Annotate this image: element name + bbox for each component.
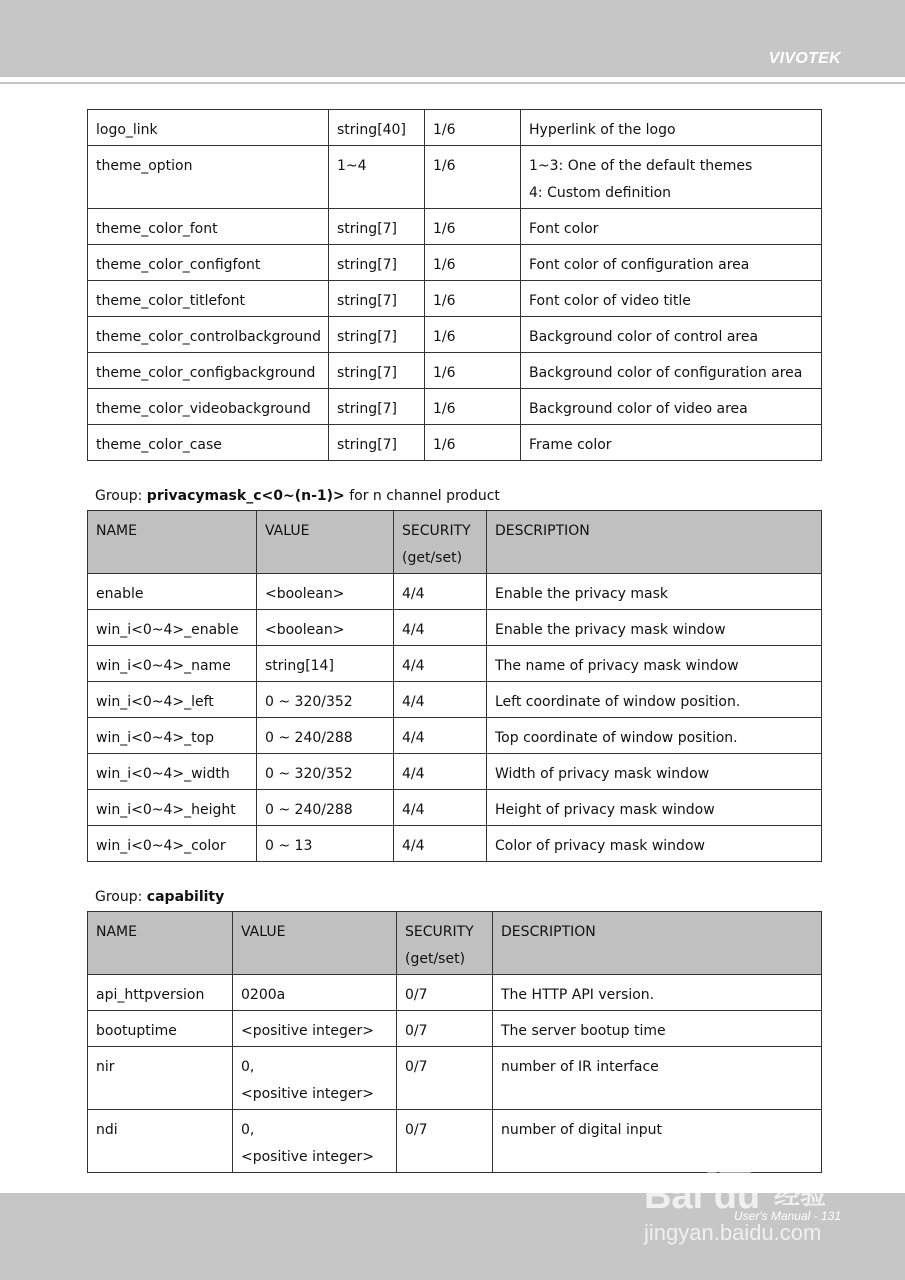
cell-text: SECURITY xyxy=(402,523,471,539)
value-cell xyxy=(233,1110,397,1173)
value-cell xyxy=(257,754,394,790)
header-cell xyxy=(397,912,493,975)
cell-text: theme_color_configbackground xyxy=(96,365,316,381)
name-cell xyxy=(88,1047,233,1110)
table-row xyxy=(88,975,822,1011)
header-cell xyxy=(394,511,487,574)
name-cell xyxy=(88,754,257,790)
description-cell xyxy=(521,146,822,209)
cell-text: 0/7 xyxy=(405,987,428,1003)
value-cell xyxy=(233,1011,397,1047)
cell-text: theme_color_titlefont xyxy=(96,293,245,309)
security-cell xyxy=(394,718,487,754)
value-cell xyxy=(257,682,394,718)
cell-text: string[14] xyxy=(265,658,334,674)
table-row xyxy=(88,317,822,353)
baidu-paw-watermark-icon xyxy=(640,1142,855,1252)
cell-text: 0, xyxy=(241,1122,255,1138)
cell-text: 4/4 xyxy=(402,694,425,710)
cell-text: theme_color_font xyxy=(96,221,218,237)
cell-text: string[7] xyxy=(337,437,398,453)
cell-text: 4/4 xyxy=(402,658,425,674)
value-cell xyxy=(233,1047,397,1110)
cell-text: Background color of video area xyxy=(529,401,748,417)
cell-text: 1/6 xyxy=(433,401,456,417)
cell-text: win_i<0~4>_enable xyxy=(96,622,239,638)
table-row xyxy=(88,1011,822,1047)
name-cell xyxy=(88,389,329,425)
watermark-url: jingyan.baidu.com xyxy=(644,1220,822,1245)
watermark-brand: Bai du xyxy=(644,1175,761,1217)
cell-text: logo_link xyxy=(96,122,158,138)
cell-text: string[7] xyxy=(337,257,398,273)
security-cell xyxy=(425,389,521,425)
capability-parameter-table xyxy=(87,911,822,1173)
cell-text: Font color of video title xyxy=(529,293,691,309)
name-cell xyxy=(88,610,257,646)
cell-text: (get/set) xyxy=(402,550,463,566)
cell-text: VALUE xyxy=(265,523,310,539)
security-cell xyxy=(397,1011,493,1047)
security-cell xyxy=(425,425,521,461)
security-cell xyxy=(394,826,487,862)
cell-text: The server bootup time xyxy=(501,1023,666,1039)
cell-text: string[7] xyxy=(337,293,398,309)
cell-text: The name of privacy mask window xyxy=(495,658,739,674)
cell-text: 4/4 xyxy=(402,802,425,818)
cell-text: win_i<0~4>_name xyxy=(96,658,231,674)
cell-text: The HTTP API version. xyxy=(501,987,655,1003)
value-cell xyxy=(257,718,394,754)
value-cell xyxy=(257,826,394,862)
cell-text: Width of privacy mask window xyxy=(495,766,710,782)
description-cell xyxy=(521,245,822,281)
table-row xyxy=(88,1047,822,1110)
name-cell xyxy=(88,1011,233,1047)
cell-text: NAME xyxy=(96,924,137,940)
page-number: User's Manual - 131 xyxy=(733,1209,841,1223)
value-cell xyxy=(329,389,425,425)
table-row xyxy=(88,610,822,646)
value-cell xyxy=(233,975,397,1011)
header-cell xyxy=(493,912,822,975)
cell-text: Height of privacy mask window xyxy=(495,802,715,818)
description-cell xyxy=(487,574,822,610)
table-row xyxy=(88,353,822,389)
security-cell xyxy=(394,610,487,646)
cell-text: SECURITY xyxy=(405,924,474,940)
cell-text: number of IR interface xyxy=(501,1059,659,1075)
group-name: capability xyxy=(146,889,225,905)
header-cell xyxy=(88,511,257,574)
name-cell xyxy=(88,317,329,353)
cell-text: 4: Custom definition xyxy=(529,185,672,201)
security-cell xyxy=(425,209,521,245)
table-row xyxy=(88,718,822,754)
cell-text: 0 ~ 240/288 xyxy=(265,802,353,818)
cell-text: 0 ~ 13 xyxy=(265,838,313,854)
value-cell xyxy=(329,245,425,281)
cell-text: 0 ~ 320/352 xyxy=(265,694,353,710)
value-cell xyxy=(329,146,425,209)
cell-text: 1/6 xyxy=(433,293,456,309)
description-cell xyxy=(487,754,822,790)
security-cell xyxy=(397,1047,493,1110)
table-row xyxy=(88,146,822,209)
cell-text: string[40] xyxy=(337,122,406,138)
cell-text: Font color xyxy=(529,221,599,237)
description-cell xyxy=(521,425,822,461)
table-row xyxy=(88,646,822,682)
security-cell xyxy=(397,1110,493,1173)
header-cell xyxy=(88,912,233,975)
security-cell xyxy=(397,975,493,1011)
cell-text: win_i<0~4>_height xyxy=(96,802,236,818)
description-cell xyxy=(487,610,822,646)
value-cell xyxy=(257,610,394,646)
name-cell xyxy=(88,245,329,281)
security-cell xyxy=(425,110,521,146)
description-cell xyxy=(487,826,822,862)
cell-text: Enable the privacy mask window xyxy=(495,622,726,638)
cell-text: 1/6 xyxy=(433,257,456,273)
value-cell xyxy=(329,110,425,146)
cell-text: Hyperlink of the logo xyxy=(529,122,676,138)
cell-text: string[7] xyxy=(337,365,398,381)
name-cell xyxy=(88,209,329,245)
cell-text: Background color of configuration area xyxy=(529,365,803,381)
table-header-row xyxy=(88,912,822,975)
cell-text: theme_option xyxy=(96,158,193,174)
cell-text: Color of privacy mask window xyxy=(495,838,705,854)
name-cell xyxy=(88,1110,233,1173)
name-cell xyxy=(88,110,329,146)
security-cell xyxy=(425,245,521,281)
cell-text: nir xyxy=(96,1059,115,1075)
table-row xyxy=(88,110,822,146)
value-cell xyxy=(329,353,425,389)
security-cell xyxy=(394,646,487,682)
group-label-capability: Group: capability xyxy=(95,889,225,905)
watermark-chinese: 经验 xyxy=(774,1181,827,1211)
cell-text: 4/4 xyxy=(402,586,425,602)
cell-text: bootuptime xyxy=(96,1023,177,1039)
cell-text: <positive integer> xyxy=(241,1149,374,1165)
cell-text: 1/6 xyxy=(433,437,456,453)
cell-text: 0/7 xyxy=(405,1122,428,1138)
description-cell xyxy=(487,682,822,718)
name-cell xyxy=(88,353,329,389)
description-cell xyxy=(493,1011,822,1047)
cell-text: (get/set) xyxy=(405,951,466,967)
security-cell xyxy=(425,353,521,389)
cell-text: 1/6 xyxy=(433,221,456,237)
table-row xyxy=(88,826,822,862)
name-cell xyxy=(88,425,329,461)
name-cell xyxy=(88,146,329,209)
cell-text: NAME xyxy=(96,523,137,539)
privacymask-parameter-table xyxy=(87,510,822,862)
name-cell xyxy=(88,281,329,317)
description-cell xyxy=(521,281,822,317)
cell-text: win_i<0~4>_width xyxy=(96,766,230,782)
table-row xyxy=(88,209,822,245)
cell-text: 1/6 xyxy=(433,365,456,381)
cell-text: number of digital input xyxy=(501,1122,663,1138)
table-row xyxy=(88,245,822,281)
table-row xyxy=(88,754,822,790)
value-cell xyxy=(329,425,425,461)
cell-text: 4/4 xyxy=(402,766,425,782)
name-cell xyxy=(88,574,257,610)
cell-text: theme_color_videobackground xyxy=(96,401,311,417)
name-cell xyxy=(88,790,257,826)
cell-text: Enable the privacy mask xyxy=(495,586,669,602)
header-divider xyxy=(0,82,905,84)
header-cell xyxy=(257,511,394,574)
security-cell xyxy=(394,682,487,718)
description-cell xyxy=(487,646,822,682)
name-cell xyxy=(88,682,257,718)
description-cell xyxy=(487,790,822,826)
cell-text: Left coordinate of window position. xyxy=(495,694,741,710)
cell-text: 0/7 xyxy=(405,1059,428,1075)
cell-text: api_httpversion xyxy=(96,987,205,1003)
security-cell xyxy=(425,317,521,353)
cell-text: string[7] xyxy=(337,329,398,345)
cell-text: win_i<0~4>_color xyxy=(96,838,226,854)
value-cell xyxy=(257,790,394,826)
cell-text: string[7] xyxy=(337,401,398,417)
cell-text: 0, xyxy=(241,1059,255,1075)
cell-text: <boolean> xyxy=(265,586,345,602)
header-cell xyxy=(233,912,397,975)
description-cell xyxy=(493,975,822,1011)
cell-text: <positive integer> xyxy=(241,1023,374,1039)
value-cell xyxy=(257,646,394,682)
cell-text: <positive integer> xyxy=(241,1086,374,1102)
description-cell xyxy=(521,110,822,146)
security-cell xyxy=(394,790,487,826)
value-cell xyxy=(329,281,425,317)
cell-text: theme_color_configfont xyxy=(96,257,261,273)
value-cell xyxy=(329,209,425,245)
value-cell xyxy=(329,317,425,353)
description-cell xyxy=(521,209,822,245)
security-cell xyxy=(394,574,487,610)
cell-text: VALUE xyxy=(241,924,286,940)
cell-text: Top coordinate of window position. xyxy=(495,730,738,746)
cell-text: enable xyxy=(96,586,144,602)
cell-text: 4/4 xyxy=(402,838,425,854)
table-row xyxy=(88,790,822,826)
name-cell xyxy=(88,718,257,754)
security-cell xyxy=(394,754,487,790)
cell-text: theme_color_case xyxy=(96,437,222,453)
cell-text: DESCRIPTION xyxy=(495,523,590,539)
header-cell xyxy=(487,511,822,574)
cell-text: ndi xyxy=(96,1122,118,1138)
cell-text: Background color of control area xyxy=(529,329,759,345)
table-row xyxy=(88,574,822,610)
security-cell xyxy=(425,281,521,317)
description-cell xyxy=(521,389,822,425)
cell-text: 4/4 xyxy=(402,730,425,746)
theme-parameter-table xyxy=(87,109,822,461)
cell-text: 0200a xyxy=(241,987,286,1003)
cell-text: 1/6 xyxy=(433,329,456,345)
cell-text: Font color of configuration area xyxy=(529,257,750,273)
cell-text: <boolean> xyxy=(265,622,345,638)
cell-text: Frame color xyxy=(529,437,612,453)
table-row xyxy=(88,682,822,718)
name-cell xyxy=(88,646,257,682)
cell-text: win_i<0~4>_top xyxy=(96,730,215,746)
brand-name: VIVOTEK xyxy=(768,50,841,67)
cell-text: theme_color_controlbackground xyxy=(96,329,322,345)
description-cell xyxy=(521,353,822,389)
cell-text: 1~3: One of the default themes xyxy=(529,158,753,174)
cell-text: 0/7 xyxy=(405,1023,428,1039)
cell-text: 1/6 xyxy=(433,122,456,138)
value-cell xyxy=(257,574,394,610)
cell-text: 1~4 xyxy=(337,158,367,174)
table-row xyxy=(88,281,822,317)
group-name: privacymask_c<0~(n-1)> xyxy=(146,488,345,504)
cell-text: 1/6 xyxy=(433,158,456,174)
cell-text: 0 ~ 240/288 xyxy=(265,730,353,746)
security-cell xyxy=(425,146,521,209)
name-cell xyxy=(88,975,233,1011)
table-row xyxy=(88,425,822,461)
cell-text: DESCRIPTION xyxy=(501,924,596,940)
cell-text: 0 ~ 320/352 xyxy=(265,766,353,782)
table-row xyxy=(88,389,822,425)
name-cell xyxy=(88,826,257,862)
description-cell xyxy=(487,718,822,754)
description-cell xyxy=(521,317,822,353)
description-cell xyxy=(493,1047,822,1110)
table-header-row xyxy=(88,511,822,574)
cell-text: 4/4 xyxy=(402,622,425,638)
cell-text: win_i<0~4>_left xyxy=(96,694,214,710)
cell-text: string[7] xyxy=(337,221,398,237)
group-label-privacymask: Group: privacymask_c<0~(n-1)> for n channel product xyxy=(95,488,500,504)
